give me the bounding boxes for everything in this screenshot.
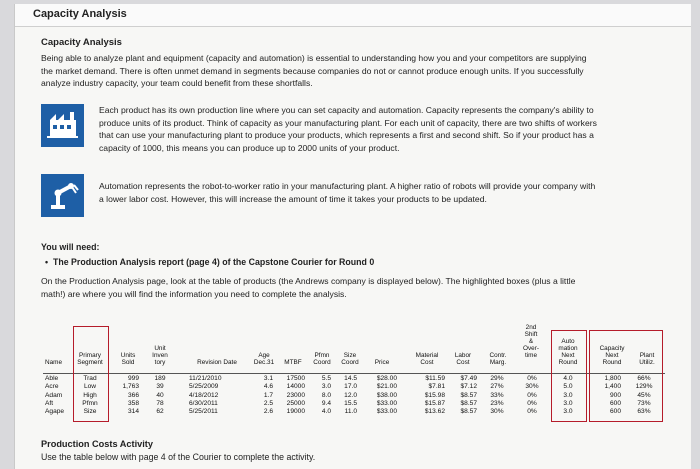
cell-auto: 3.0 — [563, 408, 573, 416]
header-line: Capacity — [599, 345, 625, 352]
cell-cap: 600 — [609, 408, 621, 416]
bullet: • — [45, 257, 53, 267]
cell-name: Aft — [45, 399, 54, 407]
cell-contr: 33% — [490, 391, 504, 399]
header-line: Age — [258, 352, 270, 359]
header-line: 2nd — [525, 324, 537, 331]
cell-segment: Pfmn — [82, 399, 98, 407]
activity-title: Production Costs Activity — [41, 439, 153, 449]
cell-pfmn: 4.0 — [321, 408, 331, 416]
cell-util: 45% — [637, 391, 651, 399]
header-line: Coord — [341, 359, 359, 366]
cell-inv: 39 — [156, 383, 164, 391]
document-page — [14, 4, 691, 469]
cell-name: Adam — [45, 391, 63, 399]
cell-price: $38.00 — [376, 391, 397, 399]
cell-pfmn: 9.4 — [321, 399, 331, 407]
intro-line: Being able to analyze plant and equipment (capacity and automation) is essential to understanding how you and your competitors are supplying — [41, 53, 587, 63]
header-unit-inventory — [147, 345, 173, 366]
cell-contr: 30% — [490, 408, 504, 416]
header-price: Price — [374, 359, 390, 366]
automation-line: a lower labor cost. However, this will increase the amount of time it takes your products to be updated. — [99, 193, 487, 204]
cell-util: 73% — [637, 399, 651, 407]
cell-mtbf: 23000 — [286, 391, 305, 399]
cell-sold: 999 — [127, 375, 139, 382]
header-age — [251, 352, 277, 366]
header-line: Next — [605, 352, 619, 359]
production-table — [43, 324, 665, 428]
header-size-coord — [337, 352, 363, 366]
cell-inv: 62 — [156, 408, 164, 416]
header-line: Primary — [78, 352, 101, 359]
header-line: Round — [558, 359, 578, 366]
cell-sold: 1,763 — [122, 383, 139, 391]
header-line: Inven — [152, 352, 168, 359]
capacity-line: that can use your manufacturing plant to produce your products, which represents a first and second shift. So if your product has a — [99, 130, 594, 141]
header-line: Utiliz. — [639, 359, 655, 366]
cell-ot: 0% — [527, 391, 537, 399]
cell-age: 1.7 — [263, 391, 273, 399]
header-line: Pfmn — [314, 352, 330, 359]
robot-arm-icon — [41, 174, 84, 217]
cell-util: 66% — [637, 375, 651, 382]
cell-util: 63% — [637, 408, 651, 416]
header-overtime — [517, 324, 545, 359]
cell-labor: $7.12 — [460, 383, 477, 391]
cell-date: 5/25/2011 — [189, 408, 218, 416]
cell-mtbf: 17500 — [286, 375, 305, 382]
section-title: Capacity Analysis — [41, 37, 122, 48]
cell-sold: 314 — [127, 408, 139, 416]
cell-sold: 358 — [127, 399, 139, 407]
intro-paragraph — [41, 52, 681, 90]
header-pfmn-coord — [309, 352, 335, 366]
cell-cap: 600 — [609, 399, 621, 407]
cell-age: 3.1 — [263, 375, 273, 382]
need-list-item — [45, 257, 374, 267]
cell-name: Able — [45, 375, 59, 382]
cell-ot: 0% — [527, 375, 537, 382]
cell-contr: 23% — [490, 399, 504, 407]
cell-name: Agape — [45, 408, 65, 416]
cell-date: 6/30/2011 — [189, 399, 218, 407]
header-line: Coord — [313, 359, 331, 366]
cell-labor: $8.57 — [460, 408, 477, 416]
capacity-paragraph — [99, 104, 679, 154]
cell-cap: 1,400 — [604, 383, 621, 391]
header-line: & — [528, 338, 534, 345]
highlight-box-capacity — [589, 330, 663, 422]
cell-size: 11.0 — [344, 408, 357, 416]
cell-age: 2.5 — [263, 399, 273, 407]
header-line: Units — [120, 352, 136, 359]
header-line: Marg. — [489, 359, 507, 366]
header-line: tory — [154, 359, 166, 366]
cell-cap: 900 — [609, 391, 621, 399]
need-item-text: The Production Analysis report (page 4) of the Capstone Courier for Round 0 — [52, 257, 375, 267]
cell-age: 4.6 — [263, 383, 273, 391]
header-line: Labor — [454, 352, 472, 359]
need-title: You will need: — [41, 242, 100, 252]
instructions-line: math!) are where you will find the information you need to complete the analysis. — [41, 288, 347, 299]
header-title: Capacity Analysis — [33, 8, 127, 20]
cell-ot: 30% — [525, 383, 539, 391]
cell-auto: 3.0 — [563, 399, 573, 407]
cell-contr: 29% — [490, 375, 504, 382]
cell-cap: 1,800 — [604, 375, 621, 382]
cell-labor: $8.57 — [460, 391, 477, 399]
factory-icon — [41, 104, 84, 147]
cell-material: $7.81 — [428, 383, 445, 391]
header-line: Contr. — [489, 352, 507, 359]
cell-date: 5/25/2009 — [189, 383, 219, 391]
cell-pfmn: 5.5 — [321, 375, 331, 382]
automation-paragraph — [99, 180, 679, 205]
cell-size: 15.5 — [344, 399, 357, 407]
header-line: Size — [343, 352, 357, 359]
cell-util: 129% — [635, 383, 653, 391]
header-line: Cost — [456, 359, 470, 366]
cell-auto: 5.0 — [563, 383, 573, 391]
cell-segment: High — [83, 391, 97, 399]
header-line: Over- — [523, 345, 539, 352]
cell-segment: Trad — [83, 375, 97, 382]
cell-price: $21.00 — [376, 383, 397, 391]
capacity-line: produce units of its product. Think of capacity as your manufacturing plant. For each unit of capacity, there are two shifts of workers — [99, 117, 597, 128]
cell-pfmn: 8.0 — [321, 391, 331, 399]
cell-material: $15.87 — [424, 399, 445, 407]
header-line: Plant — [639, 352, 655, 359]
cell-price: $33.00 — [376, 408, 397, 416]
cell-size: 12.0 — [344, 391, 357, 399]
activity-subtitle: Use the table below with page 4 of the Courier to complete the activity. — [41, 452, 316, 462]
highlight-box-segment — [73, 326, 109, 422]
automation-line: Automation represents the robot-to-worker ratio in your manufacturing plant. A higher ratio of robots will provide your company with — [99, 181, 596, 191]
cell-segment: Low — [83, 383, 97, 391]
cell-auto: 3.0 — [563, 391, 573, 399]
header-line: Cost — [420, 359, 434, 366]
header-name: Name — [45, 359, 63, 366]
header-mtbf: MTBF — [284, 359, 302, 366]
header-line: Auto — [561, 338, 575, 345]
header-units-sold — [115, 352, 141, 366]
intro-line: the market demand. There is often unmet demand in segments because companies do not or cannot produce enough units. If you successfully — [41, 65, 584, 76]
cell-material: $11.59 — [425, 375, 445, 382]
cell-size: 17.0 — [344, 383, 357, 391]
cell-auto: 4.0 — [563, 375, 573, 382]
instructions-paragraph — [41, 275, 681, 300]
header-line: Sold — [121, 359, 135, 366]
cell-labor: $8.57 — [460, 399, 477, 407]
header-line: Shift — [524, 331, 538, 338]
cell-inv: 78 — [156, 399, 164, 407]
cell-price: $28.00 — [376, 375, 397, 382]
header-line: time — [524, 352, 538, 359]
cell-mtbf: 19000 — [286, 408, 305, 416]
cell-contr: 27% — [490, 383, 504, 391]
intro-line: analyze industry capacity, your team could benefit from these shortfalls. — [41, 78, 313, 89]
instructions-line: On the Production Analysis page, look at the table of products (the Andrews company is displayed below). The highlighted boxes (plus a little — [41, 276, 576, 286]
highlight-box-automation — [551, 330, 587, 422]
cell-name: Acre — [45, 383, 59, 391]
cell-price: $33.00 — [376, 399, 397, 407]
header-contr-marg — [483, 352, 513, 366]
header-line: Next — [561, 352, 575, 359]
cell-mtbf: 14000 — [286, 383, 305, 391]
cell-pfmn: 3.0 — [321, 383, 331, 391]
cell-mtbf: 25000 — [286, 399, 305, 407]
header-material-cost — [409, 352, 445, 366]
cell-material: $15.98 — [424, 391, 445, 399]
capacity-line: capacity of 1000, this means you can produce up to 2000 units of your product. — [99, 142, 400, 153]
header-line: Material — [415, 352, 439, 359]
page-header — [15, 4, 691, 27]
cell-ot: 0% — [527, 408, 537, 416]
cell-date: 4/18/2012 — [189, 391, 219, 399]
cell-sold: 366 — [127, 391, 139, 399]
header-line: Round — [602, 359, 622, 366]
cell-inv: 40 — [156, 391, 164, 399]
header-labor-cost — [449, 352, 477, 366]
capacity-line: Each product has its own production line where you can set capacity and automation. Capacity represents the company's ability to — [99, 105, 594, 115]
cell-labor: $7.49 — [460, 375, 477, 382]
header-line: mation — [558, 345, 578, 352]
header-revision-date: Revision Date — [197, 359, 237, 366]
header-line: Unit — [154, 345, 166, 352]
cell-inv: 189 — [154, 375, 166, 382]
cell-material: $13.62 — [424, 408, 445, 416]
cell-ot: 0% — [527, 399, 537, 407]
cell-age: 2.6 — [263, 408, 273, 416]
cell-date: 11/21/2010 — [189, 375, 222, 382]
header-line: Segment — [77, 359, 103, 366]
cell-size: 14.5 — [344, 375, 357, 382]
header-line: Dec.31 — [253, 359, 275, 366]
cell-segment: Size — [83, 408, 97, 416]
